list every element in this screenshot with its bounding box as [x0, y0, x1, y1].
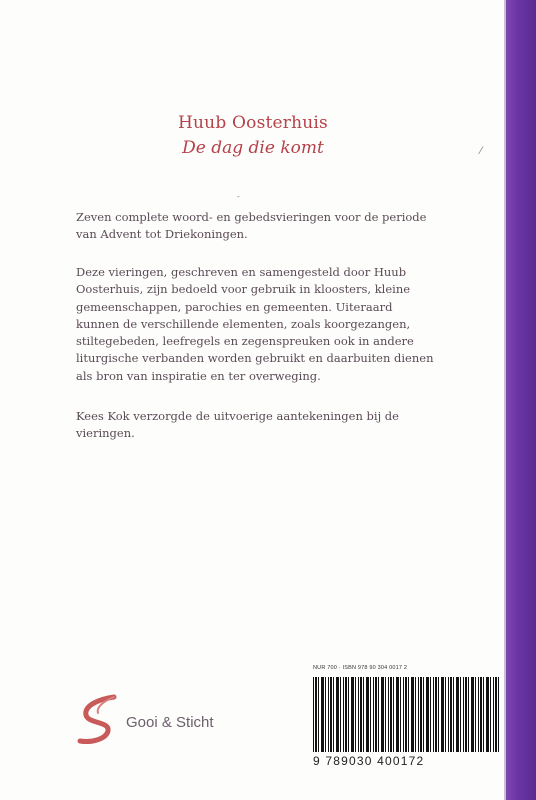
- credits-paragraph: Kees Kok verzorgde de uitvoerige aantekeningen bij de vieringen.: [76, 409, 399, 441]
- intro-paragraph: Zeven complete woord- en gebedsvieringen voor de periode van Advent tot Driekoningen.: [76, 210, 427, 242]
- author-name: Huub Oosterhuis: [178, 113, 328, 133]
- description-paragraph: Deze vieringen, geschreven en samengesteld door Huub Oosterhuis, zijn bedoeld voor gebruik in kloosters, kleine gemeenschappen, parochies en gemeenten. Uiteraard kunnen de verschillende elementen, zoals koorgezangen, stiltegebeden, leefregels en zegenspreuken ook in andere liturgische verbanden worden gebruikt en daarbuiten dienen als bron van inspiratie en ter overweging.: [76, 265, 434, 383]
- publisher-name: Gooi & Sticht: [126, 714, 214, 731]
- book-title: De dag die komt: [182, 138, 324, 158]
- stray-mark-icon: ⁄: [480, 146, 482, 157]
- stray-dash-icon: ‐: [237, 192, 240, 201]
- isbn-barcode: [313, 665, 499, 769]
- publisher-s-logo-icon: [74, 693, 120, 747]
- barcode-bars: [313, 677, 499, 752]
- barcode-number: 9 789030 400172: [313, 754, 425, 768]
- book-spine: [506, 0, 536, 800]
- barcode-top-text: NUR 700 · ISBN 978 90 304 0017 2: [313, 665, 408, 671]
